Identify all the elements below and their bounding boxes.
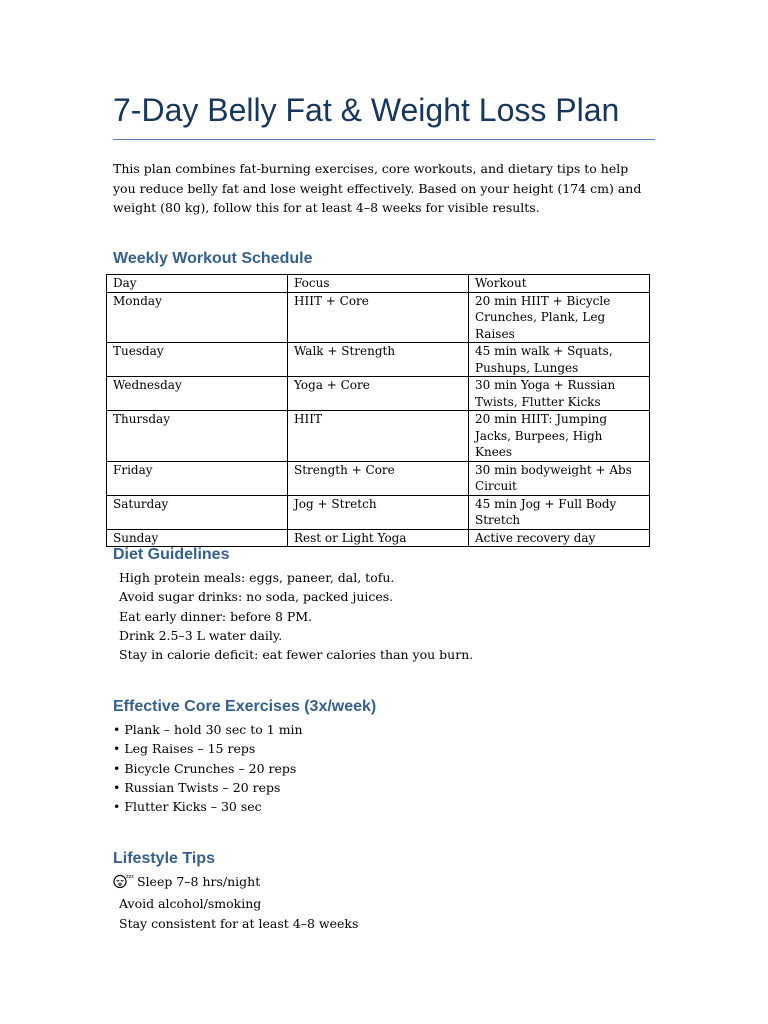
- cell-focus: Jog + Stretch: [288, 495, 469, 529]
- cell-focus: Walk + Strength: [288, 343, 469, 377]
- cell-focus: HIIT + Core: [288, 292, 469, 343]
- diet-heading: Diet Guidelines: [113, 546, 230, 563]
- cell-day: Friday: [107, 461, 288, 495]
- column-header-day: Day: [107, 275, 288, 293]
- core-exercise-list: [113, 720, 303, 816]
- column-header-focus: Focus: [288, 275, 469, 293]
- lifestyle-tip-sleep: Sleep 7–8 hrs/night: [137, 874, 261, 889]
- table-row: [107, 292, 650, 343]
- list-item: Avoid alcohol/smoking: [119, 896, 262, 912]
- workout-schedule-table: [106, 274, 650, 547]
- list-item: • Leg Raises – 15 reps: [113, 741, 256, 757]
- cell-workout: 30 min bodyweight + Abs Circuit: [469, 461, 650, 495]
- list-item: • Russian Twists – 20 reps: [113, 779, 281, 795]
- table-row: [107, 343, 650, 377]
- list-item: • Flutter Kicks – 30 sec: [113, 799, 262, 815]
- list-item: Stay in calorie deficit: eat fewer calories than you burn.: [119, 647, 474, 663]
- cell-workout: Active recovery day: [469, 529, 650, 547]
- cell-workout: 45 min walk + Squats, Pushups, Lunges: [469, 343, 650, 377]
- cell-day: Tuesday: [107, 343, 288, 377]
- list-item: Stay consistent for at least 4–8 weeks: [119, 915, 359, 931]
- intro-paragraph: This plan combines fat-burning exercises, core workouts, and dietary tips to help you reduce belly fat and lose weight effectively. Based on your height (174 cm) and weight (80 kg), follow this for at least 4–8 weeks for visible results.: [113, 161, 642, 215]
- diet-list: [113, 568, 473, 664]
- column-header-workout: Workout: [469, 275, 650, 293]
- cell-day: Thursday: [107, 411, 288, 462]
- list-item: • Bicycle Crunches – 20 reps: [113, 760, 297, 776]
- cell-focus: Rest or Light Yoga: [288, 529, 469, 547]
- cell-workout: 20 min HIIT + Bicycle Crunches, Plank, Leg Raises: [469, 292, 650, 343]
- list-item: Drink 2.5–3 L water daily.: [119, 627, 283, 643]
- title-divider: [113, 139, 655, 140]
- cell-day: Monday: [107, 292, 288, 343]
- table-row: [107, 461, 650, 495]
- cell-day: Sunday: [107, 529, 288, 547]
- list-item: [113, 872, 358, 894]
- list-item: Eat early dinner: before 8 PM.: [119, 608, 313, 624]
- cell-workout: 45 min Jog + Full Body Stretch: [469, 495, 650, 529]
- core-heading: Effective Core Exercises (3x/week): [113, 698, 377, 715]
- page-title: 7-Day Belly Fat & Weight Loss Plan: [113, 92, 620, 128]
- lifestyle-heading: Lifestyle Tips: [113, 850, 215, 867]
- list-item: High protein meals: eggs, paneer, dal, tofu.: [119, 570, 395, 585]
- table-row: [107, 495, 650, 529]
- table-row: [107, 411, 650, 462]
- schedule-heading: Weekly Workout Schedule: [113, 250, 313, 267]
- cell-focus: Strength + Core: [288, 461, 469, 495]
- lifestyle-list: [113, 872, 358, 933]
- table-row: [107, 529, 650, 547]
- cell-workout: 30 min Yoga + Russian Twists, Flutter Kicks: [469, 377, 650, 411]
- cell-day: Saturday: [107, 495, 288, 529]
- table-row: [107, 377, 650, 411]
- sleeping-face-icon: [113, 873, 135, 894]
- table-header-row: [107, 275, 650, 293]
- cell-focus: HIIT: [288, 411, 469, 462]
- cell-focus: Yoga + Core: [288, 377, 469, 411]
- list-item: Avoid sugar drinks: no soda, packed juices.: [119, 589, 394, 605]
- cell-day: Wednesday: [107, 377, 288, 411]
- svg-text:zzz: zzz: [126, 874, 134, 880]
- list-item: • Plank – hold 30 sec to 1 min: [113, 722, 303, 737]
- cell-workout: 20 min HIIT: Jumping Jacks, Burpees, High Knees: [469, 411, 650, 462]
